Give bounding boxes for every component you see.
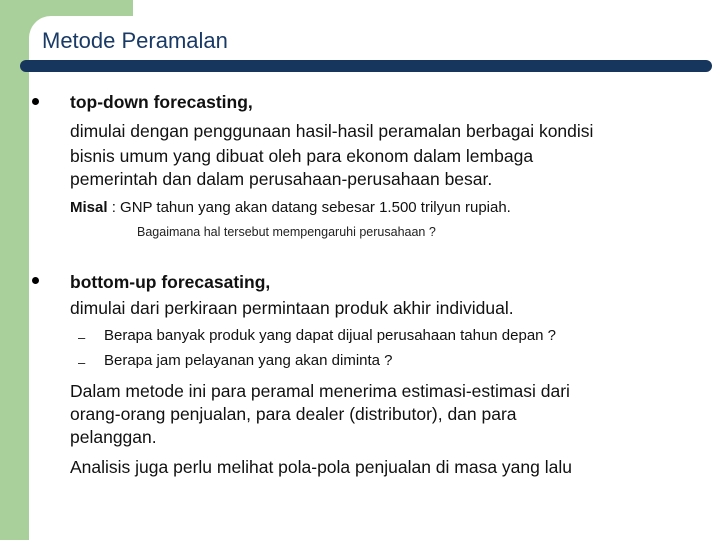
dash-icon: – <box>78 355 86 370</box>
item2-heading: bottom-up forecasating, <box>70 272 271 292</box>
slide-title: Metode Peramalan <box>42 28 228 53</box>
closing-line: pelanggan. <box>70 427 157 447</box>
left-accent-bar <box>0 0 29 540</box>
closing-line: orang-orang penjualan, para dealer (distributor), dan para <box>70 404 517 424</box>
bullet-icon <box>32 98 39 105</box>
item1-line: dimulai dengan penggunaan hasil-hasil peramalan berbagai kondisi <box>70 121 594 141</box>
example-label: Misal <box>70 199 108 216</box>
example-text: : GNP tahun yang akan datang sebesar 1.500 trilyun rupiah. <box>111 199 511 216</box>
title-rule <box>20 60 712 72</box>
item1-line: pemerintah dan dalam perusahaan-perusahaan besar. <box>70 169 493 189</box>
item1-example <box>70 199 511 216</box>
example-question: Bagaimana hal tersebut mempengaruhi perusahaan ? <box>137 225 436 239</box>
item2-line: dimulai dari perkiraan permintaan produk akhir individual. <box>70 298 514 318</box>
subitem: Berapa banyak produk yang dapat dijual perusahaan tahun depan ? <box>104 327 557 344</box>
dash-icon: – <box>78 330 86 345</box>
bullet-icon <box>32 277 39 284</box>
item1-heading: top-down forecasting, <box>70 92 253 112</box>
closing-line: Dalam metode ini para peramal menerima estimasi-estimasi dari <box>70 381 570 401</box>
subitem: Berapa jam pelayanan yang akan diminta ? <box>104 352 393 369</box>
item1-line: bisnis umum yang dibuat oleh para ekonom dalam lembaga <box>70 146 534 166</box>
closing-line: Analisis juga perlu melihat pola-pola penjualan di masa yang lalu <box>70 457 572 477</box>
